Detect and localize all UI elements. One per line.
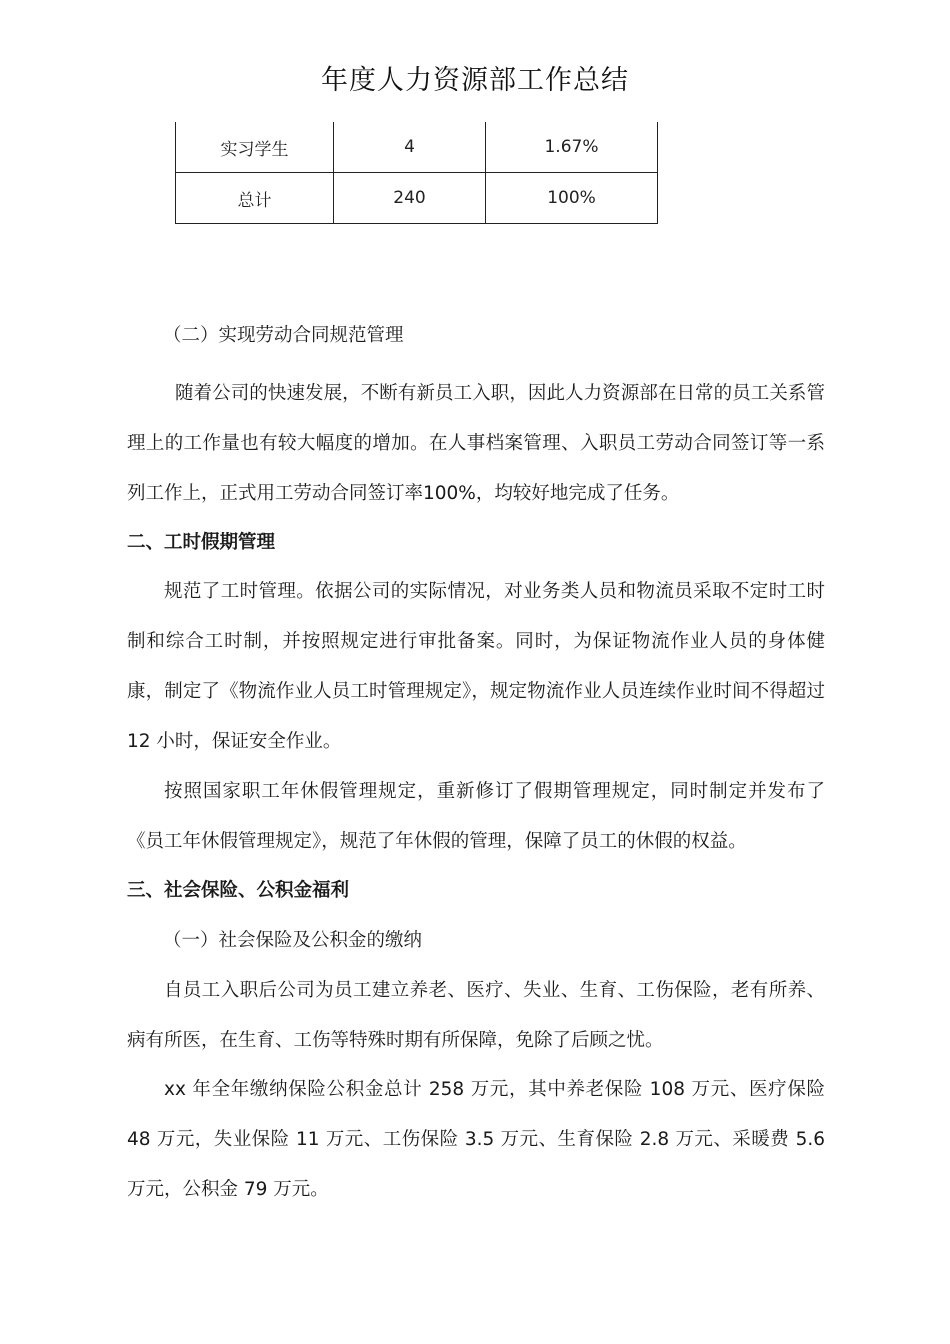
table-row	[176, 173, 658, 224]
paragraph-insurance: 自员工入职后公司为员工建立养老、医疗、失业、生育、工伤保险，老有所养、病有所医，在生育、工伤等特殊时期有所保障，免除了后顾之忧。	[127, 980, 825, 1051]
table-row	[176, 122, 658, 173]
table-cell: 240	[334, 173, 486, 224]
subheading-contract: （二）实现劳动合同规范管理	[163, 325, 404, 346]
page-title: 年度人力资源部工作总结	[321, 65, 629, 96]
subheading-insurance: （一）社会保险及公积金的缴纳	[163, 930, 423, 951]
table-cell: 总计	[176, 173, 334, 224]
paragraph-contract: 随着公司的快速发展，不断有新员工入职，因此人力资源部在日常的员工关系管理上的工作量也有较大幅度的增加。在人事档案管理、入职员工劳动合同签订等一系列工作上，正式用工劳动合同签订率100%，均较好地完成了任务。	[127, 383, 825, 504]
staff-stats-table	[175, 122, 658, 224]
table-cell: 1.67%	[486, 122, 658, 173]
table-cell: 4	[334, 122, 486, 173]
paragraph-amount: xx 年全年缴纳保险公积金总计 258 万元，其中养老保险 108 万元、医疗保险 48 万元，失业保险 11 万元、工伤保险 3.5 万元、生育保险 2.8 万元、采暖费 5.6 万元，公积金 79 万元。	[127, 1079, 825, 1200]
heading-worktime: 二、工时假期管理	[127, 532, 276, 553]
table-cell: 实习学生	[176, 122, 334, 173]
heading-insurance: 三、社会保险、公积金福利	[127, 880, 350, 901]
paragraph-worktime: 规范了工时管理。依据公司的实际情况，对业务类人员和物流员采取不定时工时制和综合工时制，并按照规定进行审批备案。同时，为保证物流作业人员的身体健康，制定了《物流作业人员工时管理规定》，规定物流作业人员连续作业时间不得超过 12 小时，保证安全作业。	[127, 581, 825, 752]
table-cell: 100%	[486, 173, 658, 224]
paragraph-leave: 按照国家职工年休假管理规定，重新修订了假期管理规定，同时制定并发布了《员工年休假管理规定》，规范了年休假的管理，保障了员工的休假的权益。	[127, 781, 825, 852]
